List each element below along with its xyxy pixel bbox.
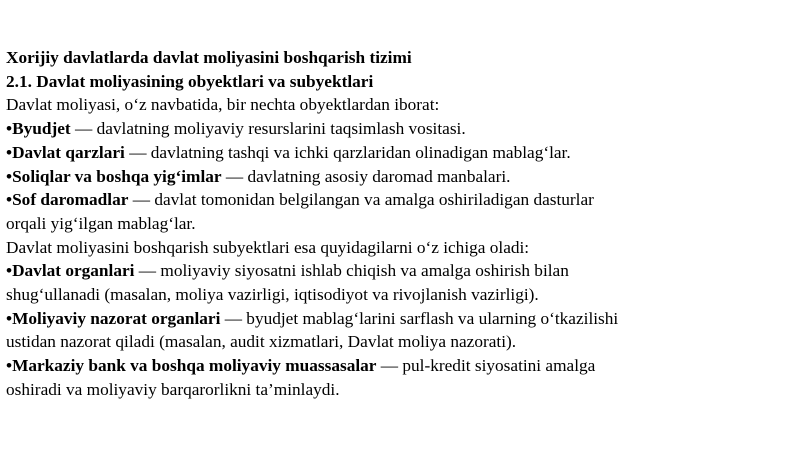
- item-term: Davlat organlari: [12, 261, 135, 281]
- item-term: Markaziy bank va boshqa moliyaviy muassasalar: [12, 356, 377, 376]
- objects-list: [6, 117, 796, 236]
- bullet-icon: •: [6, 308, 13, 328]
- item-description-continued: oshiradi va moliyaviy barqarorlikni ta’minlaydi.: [6, 379, 340, 399]
- bullet-icon: •: [6, 356, 13, 376]
- item-description-continued: shug‘ullanadi (masalan, moliya vazirligi, iqtisodiyot va rivojlanish vazirligi).: [6, 285, 539, 305]
- item-description: — byudjet mablag‘larini sarflash va ularning o‘tkazilishi: [224, 308, 619, 328]
- item-description: — davlat tomonidan belgilangan va amalga oshiriladigan dasturlar: [132, 190, 594, 210]
- item-term: Moliyaviy nazorat organlari: [12, 308, 221, 328]
- list-item: [6, 188, 796, 235]
- bullet-icon: •: [6, 261, 13, 281]
- subjects-intro: Davlat moliyasini boshqarish subyektlari esa quyidagilarni o‘z ichiga oladi:: [6, 237, 530, 257]
- item-term: Sof daromadlar: [12, 190, 129, 210]
- list-item: [6, 165, 796, 189]
- bullet-icon: •: [6, 166, 13, 186]
- bullet-icon: •: [6, 119, 13, 139]
- document-title: Xorijiy davlatlarda davlat moliyasini boshqarish tizimi: [6, 48, 412, 67]
- list-item: [6, 117, 796, 141]
- objects-intro: Davlat moliyasi, o‘z navbatida, bir nechta obyektlardan iborat:: [6, 95, 440, 115]
- list-item: [6, 307, 796, 354]
- list-item: [6, 259, 796, 306]
- item-description-continued: orqali yig‘ilgan mablag‘lar.: [6, 213, 196, 233]
- item-description-continued: ustidan nazorat qiladi (masalan, audit xizmatlari, Davlat moliya nazorati).: [6, 332, 517, 352]
- item-description: — davlatning tashqi va ichki qarzlaridan olinadigan mablag‘lar.: [129, 142, 571, 162]
- item-description: — pul-kredit siyosatini amalga: [380, 356, 596, 376]
- subjects-list: [6, 259, 796, 401]
- item-description: — davlatning moliyaviy resurslarini taqsimlash vositasi.: [74, 119, 466, 139]
- list-item: [6, 141, 796, 165]
- bullet-icon: •: [6, 190, 13, 210]
- item-term: Byudjet: [12, 119, 71, 139]
- item-term: Davlat qarzlari: [12, 142, 125, 162]
- list-item: [6, 354, 796, 401]
- item-description: — davlatning asosiy daromad manbalari.: [225, 166, 511, 186]
- item-term: Soliqlar va boshqa yig‘imlar: [12, 166, 222, 186]
- document-body: [6, 46, 796, 402]
- bullet-icon: •: [6, 142, 13, 162]
- item-description: — moliyaviy siyosatni ishlab chiqish va amalga oshirish bilan: [138, 261, 569, 281]
- section-heading: 2.1. Davlat moliyasining obyektlari va subyektlari: [6, 71, 374, 91]
